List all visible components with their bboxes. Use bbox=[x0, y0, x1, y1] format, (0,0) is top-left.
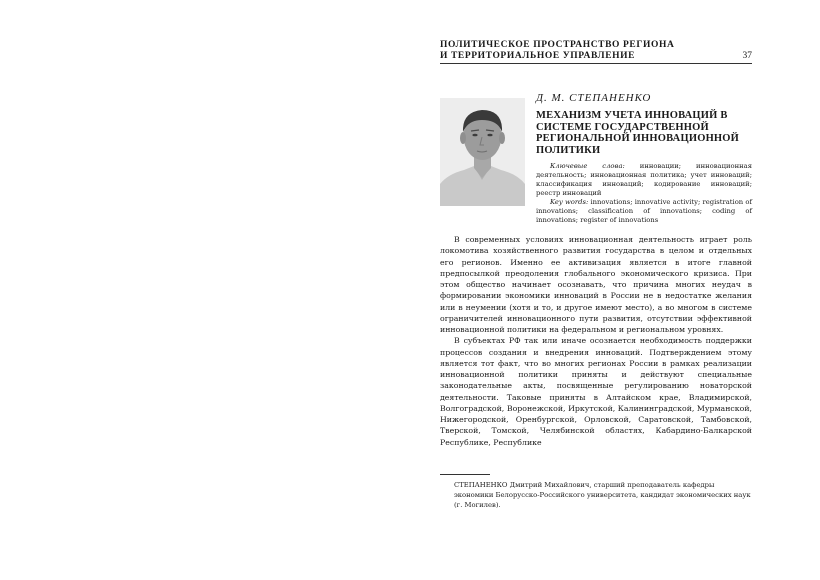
page-number: 37 bbox=[742, 51, 752, 61]
article-title: МЕХАНИЗМ УЧЕТА ИННОВАЦИЙ В СИСТЕМЕ ГОСУДАРСТВЕННОЙ РЕГИОНАЛЬНОЙ ИННОВАЦИОННОЙ ПОЛИТИКИ bbox=[536, 110, 740, 156]
keywords-ru-text: инновации; инновационная деятельность; инновационная политика; учет инноваций; классификация инноваций; кодирование инноваций; реестр инноваций bbox=[536, 162, 752, 197]
header-line-2: И ТЕРРИТОРИАЛЬНОЕ УПРАВЛЕНИЕ bbox=[440, 51, 636, 61]
keywords-en bbox=[536, 198, 752, 225]
keywords-block bbox=[536, 162, 752, 225]
footnote-rule bbox=[440, 474, 490, 475]
body-paragraph-2: В субъектах РФ так или иначе осознается необходимость поддержки процессов создания и внедрения инноваций. Подтверждением этому является тот факт, что во многих регионах России в рамках реализации инновационной политики приняты и действуют специальные законодательные акты, посвященные регулированию новаторской деятельности. Таковые приняты в Алтайском крае, Владимирской, Волгоградской, Воронежской, Иркутской, Калининградской, Мурманской, Нижегородской, Оренбургской, Орловской, Саратовской, Тамбовской, Тверской, Томской, Челябинской областях, Кабардино-Балкарской Республике, Республике bbox=[440, 336, 752, 447]
keywords-ru bbox=[536, 162, 752, 198]
keywords-ru-label: Ключевые слова: bbox=[550, 162, 625, 170]
keywords-en-label: Key words: bbox=[550, 198, 589, 206]
author-footnote: СТЕПАНЕНКО Дмитрий Михайлович, старший преподаватель кафедры экономики Белорусско-Российского университета, кандидат экономических наук (г. Могилев). bbox=[454, 481, 751, 509]
keywords-en-text: innovations; innovative activity; registration of innovations; classification of innovations; coding of innovations; register of innovations bbox=[536, 198, 752, 224]
running-header bbox=[440, 40, 752, 62]
body-paragraph-1: В современных условиях инновационная деятельность играет роль локомотива хозяйственного развития государства в целом и отдельных его регионов. Именно ее активизация является в итоге главной предпосылкой преодоления глобального экономического кризиса. При этом общество начинает осознавать, что причина многих неудач в формировании экономики инноваций в России не в недостатке желания или в неумении (хотя и то, и другое имеют место), а во многом в системе ограничителей инновационного пути развития, отсутствии эффективной инновационной политики на федеральном и региональном уровнях. bbox=[440, 235, 752, 334]
header-line-1: ПОЛИТИЧЕСКОЕ ПРОСТРАНСТВО РЕГИОНА bbox=[440, 40, 675, 50]
article-body bbox=[440, 234, 752, 448]
author-name: Д. М. СТЕПАНЕНКО bbox=[536, 92, 652, 104]
header-rule bbox=[440, 63, 752, 64]
author-photo bbox=[440, 98, 525, 206]
